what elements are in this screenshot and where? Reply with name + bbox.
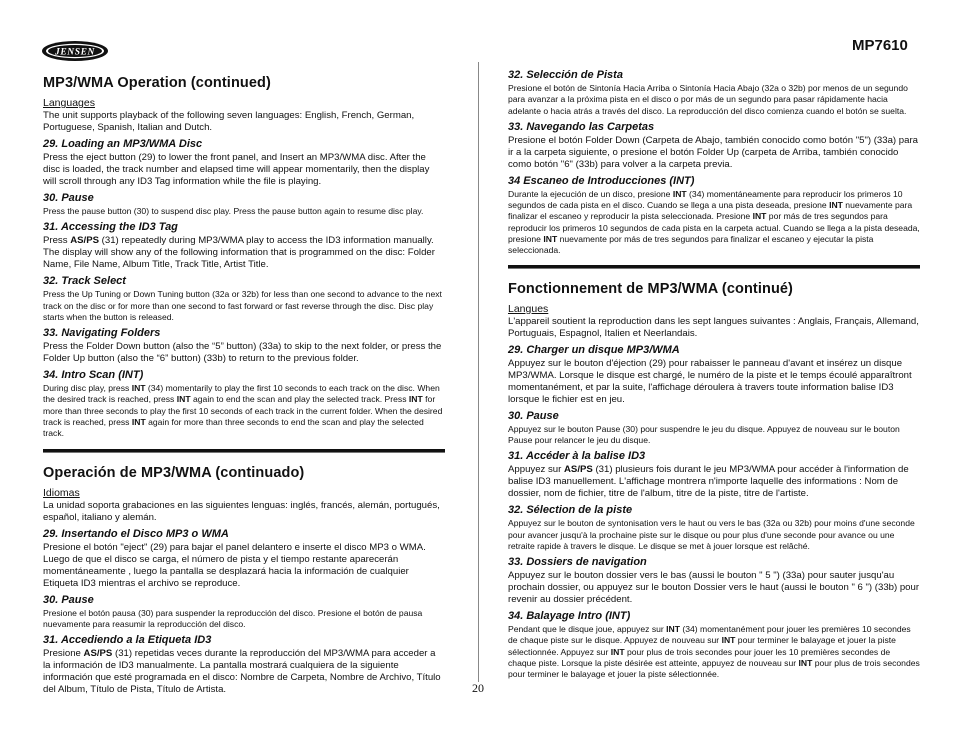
loading-disc-text: Press the eject button (29) to lower the front panel, and Insert an MP3/WMA disc. After the disc is loaded, the track number and elapsed time will appear momentarily, then the display will scroll through any ID3 Tag information while the file is playing. (43, 152, 430, 187)
section-divider-right (508, 265, 920, 269)
selection-piste-heading: 32. Sélection de la piste (508, 504, 633, 517)
etiqueta-id3-text: Presione AS/PS (31) repetidas veces durante la reproducción del MP3/WMA para acceder a la información de ID3 manualmente. La pantalla mostrará cualquiera de la siguiente información que esté programada en el disco: Nombre de Carpeta, Nombre de Archivo, Título del Album, Título de Pista, Título de Artista. (43, 648, 441, 696)
languages-text: The unit supports playback of the following seven languages: English, French, German, Portuguese, Spanish, Italian and Dutch. (43, 110, 415, 133)
id3-heading: 31. Accessing the ID3 Tag (43, 221, 178, 234)
langues-text: L'appareil soutient la reproduction dans les sept langues suivantes : Anglais, Français, Allemand, Portuguais, Espagnol, Italien et Neerlandais. (508, 315, 919, 339)
dossiers-navigation-heading: 33. Dossiers de navigation (508, 556, 647, 569)
folders-text: Press the Folder Down button (also the “5” button) (33a) to skip to the next folder, or press the Folder Up button (also the “6” button) (33b) to return to the previous folder. (43, 341, 442, 365)
seleccion-pista-text: Presione el botón de Sintonía Hacia Arriba o Sintonía Hacia Abajo (32a o 32b) por menos de un segundo para avanzar a la próxima pista en el disco o por más de un segundo para pasar rápidamente hacia adelante o hacia atrás a través del disco. La reproducción del disco comienza cuando el botón se suelta. (508, 83, 908, 116)
model-number: MP7610 (852, 37, 908, 54)
pause-heading: 30. Pause (43, 192, 94, 204)
section-divider (43, 449, 445, 453)
idiomas-text: La unidad soporta grabaciones en las siguientes lenguas: inglés, francés, alemán, portugués, español, italiano y alemán. (43, 499, 440, 523)
charger-disque-text: Appuyez sur le bouton d'éjection (29) pour rabaisser le panneau d'avant et insérez un disque MP3/WMA. Lorsque le disque est chargé, le numéro de la piste et le temps écoulé apparaîtront momentanément, et par la suite, l'affichage déroulera à travers toute information balise ID3 lorsque le fichier est en jeu. (508, 357, 912, 405)
escaneo-intro-text: Durante la ejecución de un disco, presione INT (34) momentáneamente para reproducir los primeros 10 segundos de cada pista en el disco. Cuando se llega a una pista deseada, presione INT nuevamente para finalizar el escaneo y reproducir la pista seleccionada. Presione INT por más de tres segundos para reproducir los primeros 10 segundos de cada pista en la carpeta actual. Cuando se llega a la pista deseada, presione INT nuevamente por más de tres segundos para finalizar el escaneo y ejecutar la pista seleccionada. (508, 188, 920, 256)
english-section-title: MP3/WMA Operation (continued) (43, 75, 271, 91)
left-column (43, 74, 445, 696)
etiqueta-id3-heading: 31. Accediendo a la Etiqueta ID3 (43, 634, 212, 647)
id3-text: Press AS/PS (31) repeatedly during MP3/WMA play to access the ID3 information manually. The display will show any of the following information that is programmed on the disc: Folder Name, File Name, Album Title, Track Title, Artist Title. (43, 235, 435, 271)
pausa-es-heading: 30. Pause (43, 593, 94, 606)
pause-fr-text: Appuyez sur le bouton Pause (30) pour suspendre le jeu du disque. Appuyez de nouveau sur le bouton Pause pour relancer le jeu du disque. (508, 423, 900, 445)
langues-heading: Langues (508, 302, 549, 315)
pause-text: Press the pause button (30) to suspend disc play. Press the pause button again to resume disc play. (43, 206, 424, 216)
dossiers-navigation-text: Appuyez sur le bouton dossier vers le bas (aussi le bouton " 5 ") (33a) pour sauter jusqu'au prochain dossier, ou appuyez sur le bouton Dossier vers le haut (aussi le bouton " 6 ") (33b) pour revenir au dossier précédent. (508, 570, 920, 606)
escaneo-intro-heading: 34 Escaneo de Introducciones (INT) (508, 174, 695, 187)
right-column (508, 68, 920, 681)
pausa-es-text: Presione el botón pausa (30) para suspender la reproducción del disco. Presione el botón de pausa nuevamente para reasumir la reproducción del disco. (43, 607, 423, 629)
spanish-section-title: Operación de MP3/WMA (continuado) (43, 464, 305, 481)
column-divider (478, 62, 479, 682)
pause-fr-heading: 30. Pause (508, 409, 559, 422)
track-select-heading: 32. Track Select (43, 275, 126, 288)
balise-id3-heading: 31. Accéder à la balise ID3 (508, 450, 646, 463)
insertando-disco-heading: 29. Insertando el Disco MP3 o WMA (43, 527, 229, 540)
track-select-text: Press the Up Tuning or Down Tuning button (32a or 32b) for less than one second to advance to the next track on the disc or for more than one second to fast forward or fast reverse through the disc. Disc play starts when the button is released. (43, 289, 442, 322)
loading-disc-heading: 29. Loading an MP3/WMA Disc (43, 138, 203, 150)
jensen-logo (41, 40, 109, 62)
idiomas-heading: Idiomas (43, 486, 80, 499)
intro-scan-text: During disc play, press INT (34) momentarily to play the first 10 seconds to each track on the disc. When the desired track is reached, press INT again to end the scan and play the selected track. Press INT for more than three seconds to play the first 10 seconds of each track in the current folder. When the desired track is reached, press INT again for more than three seconds to end the scan and play the selected track. (43, 383, 443, 439)
svg-text:JENSEN: JENSEN (54, 47, 96, 58)
selection-piste-text: Appuyez sur le bouton de syntonisation vers le haut ou vers le bas (32a ou 32b) pour moins d'une seconde pour avancer jusqu'à la prochaine piste sur le disque ou pour plus d'une seconde pour avance ou une retraite rapide à travers le disque. Le disque se met à jouer lorsque est relâché. (508, 518, 915, 551)
french-section-title: Fonctionnement de MP3/WMA (continué) (508, 280, 793, 297)
navegando-carpetas-text: Presione el botón Folder Down (Carpeta de Abajo, también conocido como botón "5") (33a) para ir a la carpeta siguiente, o presione el botón Folder Up (carpeta de Arriba, también conocido como botón "6" (33b) para volver a la carpeta previa. (508, 134, 918, 170)
intro-scan-heading: 34. Intro Scan (INT) (43, 369, 144, 382)
folders-heading: 33. Navigating Folders (43, 327, 161, 340)
balayage-intro-heading: 34. Balayage Intro (INT) (508, 610, 631, 623)
page-number: 20 (472, 681, 484, 695)
balayage-intro-text: Pendant que le disque joue, appuyez sur INT (34) momentanément pour jouer les premières 10 secondes de chaque piste sur le disque. Appuyez de nouveau sur INT pour terminer le balayage et jouer la piste sélectionnée. Appuyez sur INT pour plus de trois secondes pour jouer les 10 premières secondes de chaque piste. Lorsque la piste désirée est atteinte, appuyez de nouveau sur INT pour plus de trois secondes pour terminer le balayage et jouer la piste sélectionnée. (508, 624, 920, 680)
seleccion-pista-heading: 32. Selección de Pista (508, 69, 623, 81)
insertando-disco-text: Presione el botón "eject" (29) para bajar el panel delantero e inserte el disco MP3 o WMA. Luego de que el disco se carga, el número de pista y el tiempo restante aparecerán momentáneamente , luego la pantalla se desplazará hacia la información de cualquier Etiqueta ID3 mientras el archivo se reproduce. (43, 541, 426, 589)
balise-id3-text: Appuyez sur AS/PS (31) plusieurs fois durant le jeu MP3/WMA pour accéder à l'information de balise ID3 manuellement. L'affichage montrera n'importe laquelle des informations : Nom de dossier, nom de fichier, titre de l'album, titre de la piste, titre de l'artiste. (508, 464, 909, 500)
languages-heading: Languages (43, 97, 95, 109)
navegando-carpetas-heading: 33. Navegando las Carpetas (508, 120, 655, 133)
charger-disque-heading: 29. Charger un disque MP3/WMA (508, 343, 680, 356)
